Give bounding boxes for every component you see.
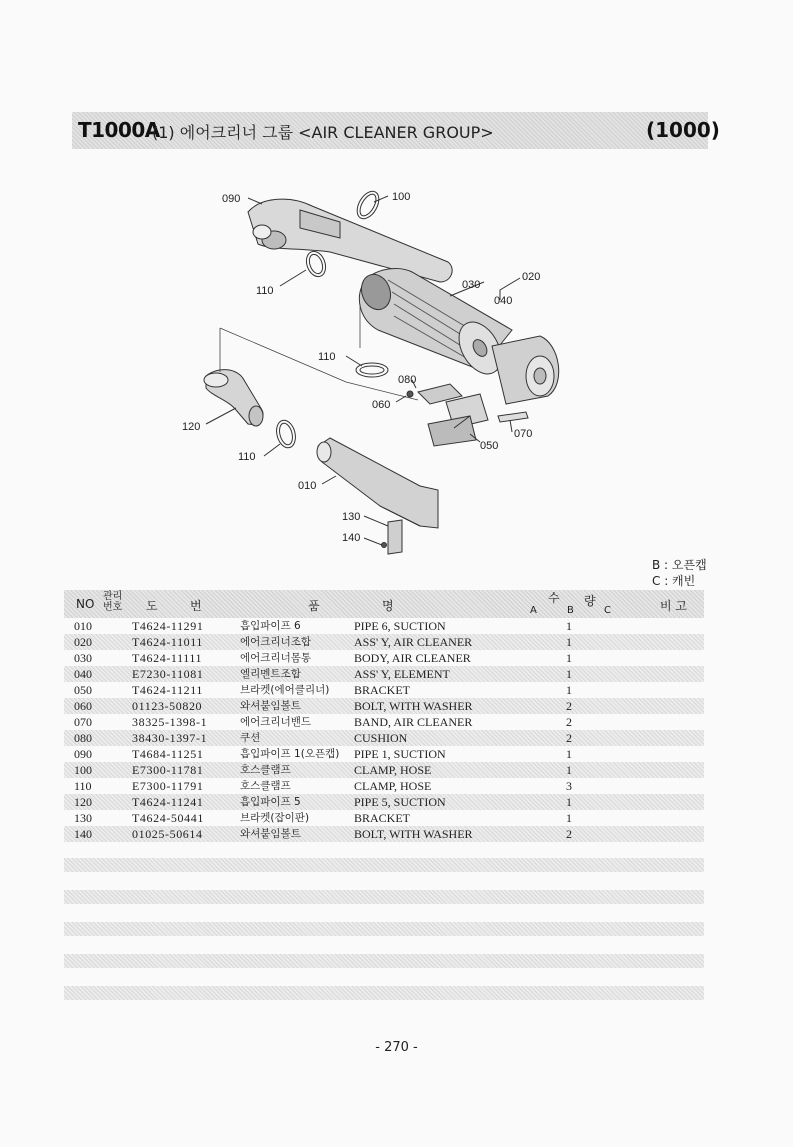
row-no: 090	[74, 747, 92, 761]
row-name-korean: 브라켓(에어클리너)	[240, 684, 330, 696]
table-row	[64, 666, 704, 682]
table-row	[64, 778, 704, 794]
row-name-english: BOLT, WITH WASHER	[354, 827, 473, 841]
callout-040: 040	[494, 295, 513, 307]
pipe-120-drawing	[204, 370, 263, 426]
row-quantity: 1	[566, 763, 572, 777]
row-no: 120	[74, 795, 92, 809]
row-part-number: T4624-11011	[132, 635, 204, 649]
row-name-english: ASS' Y, ELEMENT	[354, 667, 450, 681]
row-no: 080	[74, 731, 92, 745]
callout-070: 070	[514, 428, 533, 440]
row-name-korean: 호스클램프	[240, 764, 291, 776]
row-no: 020	[74, 635, 92, 649]
row-part-number: T4624-11211	[132, 683, 204, 697]
header-remarks: 비 고	[660, 599, 687, 613]
row-part-number: 01123-50820	[132, 699, 203, 713]
bolt-060-drawing	[407, 391, 413, 397]
callout-140: 140	[342, 532, 361, 544]
row-part-number: 38325-1398-1	[132, 715, 208, 729]
row-quantity: 2	[566, 827, 572, 841]
row-no: 070	[74, 715, 92, 729]
row-name-korean: 에어크리너몸통	[240, 652, 312, 664]
clamp-110-upper-drawing	[303, 249, 329, 280]
row-no: 140	[74, 827, 92, 841]
row-no: 030	[74, 651, 92, 665]
row-name-english: BAND, AIR CLEANER	[354, 715, 473, 729]
legend-c: C : 캐빈	[652, 574, 696, 588]
callout-060: 060	[372, 399, 391, 411]
callout-010: 010	[298, 480, 317, 492]
row-quantity: 2	[566, 731, 572, 745]
row-name-korean: 에어크리너조합	[240, 636, 312, 648]
table-row	[64, 634, 704, 650]
callout-030: 030	[462, 279, 481, 291]
row-name-korean: 호스클램프	[240, 780, 291, 792]
callout-100: 100	[392, 191, 411, 203]
row-part-number: T4684-11251	[132, 747, 204, 761]
row-name-english: PIPE 6, SUCTION	[354, 619, 446, 633]
callout-120: 120	[182, 421, 201, 433]
row-name-english: CLAMP, HOSE	[354, 763, 432, 777]
header-ref-bottom: 번호	[103, 602, 123, 613]
row-name-korean: 와셔붙임볼트	[240, 828, 301, 840]
parts-table-body	[64, 618, 704, 842]
row-part-number: T4624-11291	[132, 619, 204, 633]
row-quantity: 2	[566, 715, 572, 729]
row-name-korean: 흡입파이프 1(오픈캡)	[240, 748, 340, 760]
row-no: 110	[74, 779, 92, 793]
row-quantity: 2	[566, 699, 572, 713]
callout-080: 080	[398, 374, 417, 386]
row-name-english: CUSHION	[354, 731, 408, 745]
table-row	[64, 810, 704, 826]
row-name-english: CLAMP, HOSE	[354, 779, 432, 793]
row-name-english: BOLT, WITH WASHER	[354, 699, 473, 713]
model-number: (1000)	[646, 118, 720, 142]
row-name-korean: 흡입파이프 5	[240, 796, 301, 808]
row-part-number: E7300-11791	[132, 779, 204, 793]
row-part-number: E7300-11781	[132, 763, 204, 777]
row-part-number: T4624-11241	[132, 795, 204, 809]
header-qty-c: C	[604, 605, 611, 616]
row-name-korean: 에어크리너밴드	[240, 716, 312, 728]
row-quantity: 1	[566, 747, 572, 761]
callout-050: 050	[480, 440, 499, 452]
row-no: 040	[74, 667, 92, 681]
table-row	[64, 746, 704, 762]
row-name-english: BRACKET	[354, 811, 411, 825]
table-row	[64, 682, 704, 698]
row-name-english: BRACKET	[354, 683, 411, 697]
header-part: 품	[308, 599, 320, 613]
table-row	[64, 650, 704, 666]
group-code: T1000A	[78, 118, 160, 142]
group-title: (1) 에어크리너 그룹 <AIR CLEANER GROUP>	[152, 123, 494, 142]
table-row	[64, 762, 704, 778]
row-no: 130	[74, 811, 92, 825]
row-part-number: T4624-11111	[132, 651, 203, 665]
row-part-number: E7230-11081	[132, 667, 204, 681]
table-row	[64, 618, 704, 634]
bolt-140-drawing	[382, 543, 387, 548]
header-number: 번	[190, 599, 202, 613]
row-name-korean: 흡입파이프 6	[240, 620, 301, 632]
row-quantity: 1	[566, 795, 572, 809]
callout-090: 090	[222, 193, 241, 205]
band-070-drawing	[498, 412, 528, 422]
clamp-110-lower-drawing	[274, 418, 299, 450]
exploded-parts-diagram	[0, 0, 793, 570]
row-name-korean: 엘리멘트조합	[240, 668, 301, 680]
callout-130: 130	[342, 511, 361, 523]
row-part-number: T4624-50441	[132, 811, 204, 825]
row-no: 100	[74, 763, 92, 777]
clamp-100-drawing	[353, 188, 384, 223]
header-qty-left: 수	[548, 591, 560, 605]
callout-110-upper: 110	[256, 285, 274, 297]
row-name-english: BODY, AIR CLEANER	[354, 651, 471, 665]
header-qty-a: A	[530, 605, 537, 616]
header-ref-top: 관리	[103, 591, 123, 602]
row-no: 060	[74, 699, 92, 713]
row-quantity: 1	[566, 619, 572, 633]
row-quantity: 1	[566, 811, 572, 825]
row-quantity: 1	[566, 667, 572, 681]
row-no: 010	[74, 619, 92, 633]
table-row	[64, 794, 704, 810]
bracket-050-drawing	[418, 384, 488, 446]
row-part-number: 38430-1397-1	[132, 731, 208, 745]
header-name: 명	[382, 599, 394, 613]
table-row	[64, 826, 704, 842]
row-quantity: 1	[566, 683, 572, 697]
table-row	[64, 730, 704, 746]
header-qty-b: B	[567, 605, 574, 616]
bracket-130-drawing	[388, 520, 402, 554]
pipe-090-drawing	[248, 199, 452, 282]
header-qty-right: 량	[584, 594, 596, 608]
callout-110-lower: 110	[238, 451, 256, 463]
callout-020: 020	[522, 271, 541, 283]
header-no: NO	[76, 597, 95, 611]
row-no: 050	[74, 683, 92, 697]
row-name-korean: 브라켓(잡이판)	[240, 812, 310, 824]
row-name-korean: 쿠션	[240, 732, 261, 744]
pipe-010-drawing	[317, 438, 438, 528]
table-row	[64, 698, 704, 714]
air-cleaner-cap-drawing	[492, 336, 559, 404]
row-quantity: 1	[566, 651, 572, 665]
page-number: - 270 -	[375, 1040, 418, 1055]
row-name-english: ASS' Y, AIR CLEANER	[354, 635, 473, 649]
row-quantity: 1	[566, 635, 572, 649]
row-quantity: 3	[566, 779, 572, 793]
row-part-number: 01025-50614	[132, 827, 203, 841]
header-drawing: 도	[146, 599, 158, 613]
callout-110-middle: 110	[318, 351, 336, 363]
row-name-english: PIPE 5, SUCTION	[354, 795, 446, 809]
row-name-english: PIPE 1, SUCTION	[354, 747, 446, 761]
table-row	[64, 714, 704, 730]
legend-b: B : 오픈캡	[652, 558, 707, 572]
row-name-korean: 와셔붙임볼트	[240, 700, 301, 712]
